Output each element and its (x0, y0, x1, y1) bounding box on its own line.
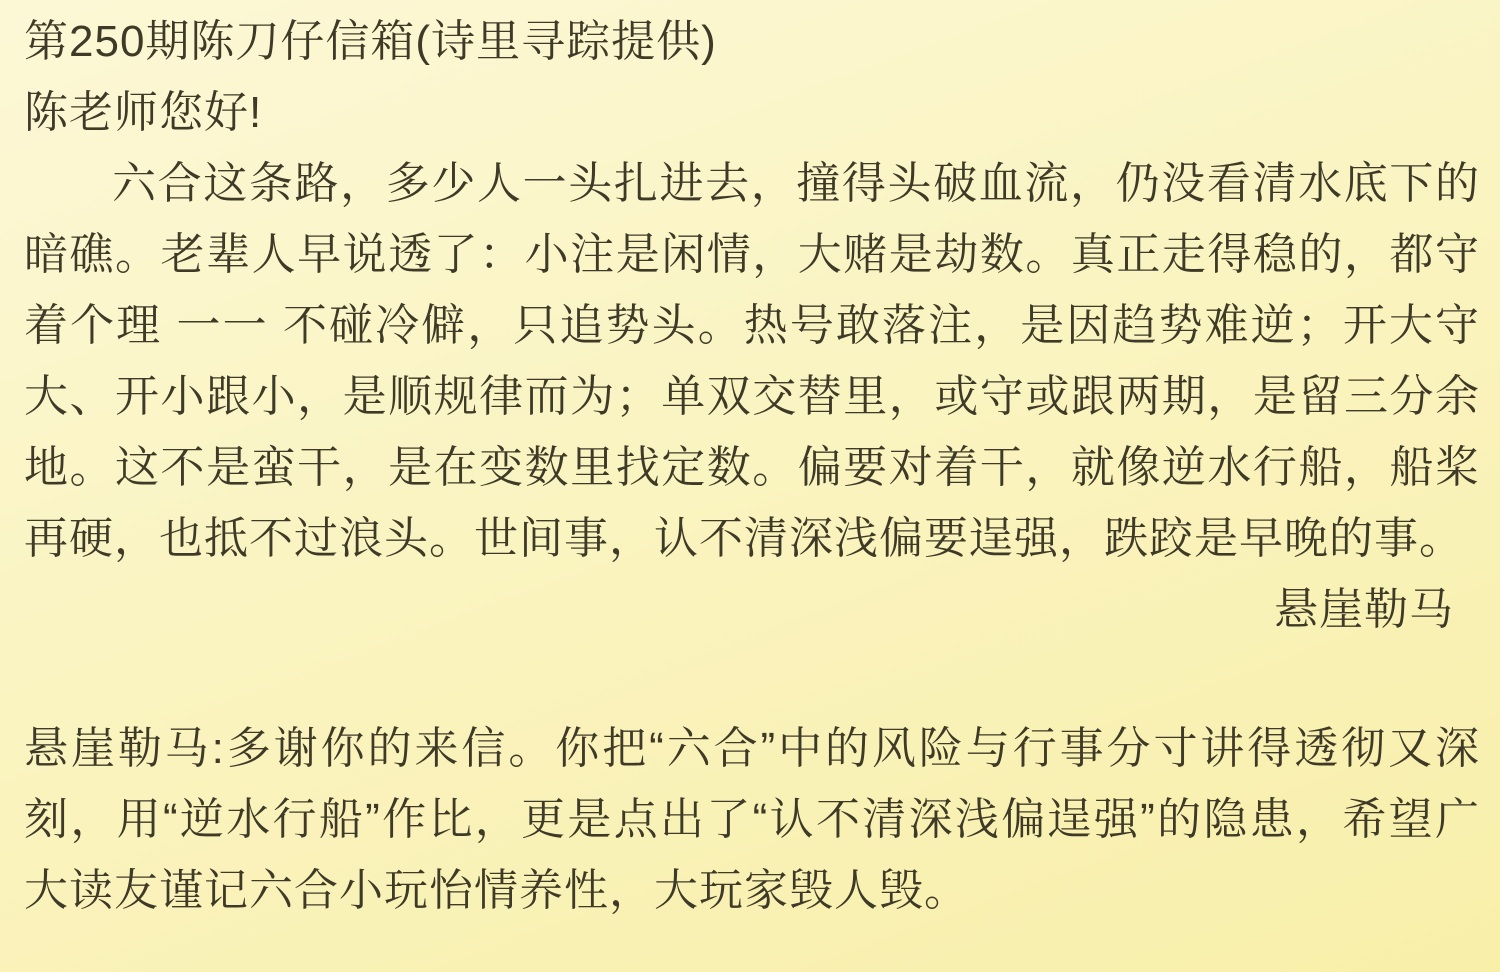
reply-paragraph: 悬崖勒马:多谢你的来信。你把“六合”中的风险与行事分寸讲得透彻又深刻，用“逆水行船”作比，更是点出了“认不清深浅偏逞强”的隐患，希望广大读友谨记六合小玩怡情养性，大玩家毁人毁。 (24, 724, 1480, 915)
letter-body: 六合这条路，多少人一头扎进去，撞得头破血流，仍没看清水底下的暗礁。老辈人早说透了：小注是闲情，大赌是劫数。真正走得稳的，都守着个理 一一 不碰冷僻，只追势头。热号敢落注，是因趋势难逆；开大守大、开小跟小，是顺规律而为；单双交替里，或守或跟两期，是留三分余地。这不是蛮干，是在变数里找定数。偏要对着干，就像逆水行船，船桨再硬，也抵不过浪头。世间事，认不清深浅偏要逞强，跌跤是早晚的事。 (24, 159, 1480, 563)
signature: 悬崖勒马 (1274, 585, 1454, 634)
greeting: 陈老师您好! (24, 88, 263, 137)
issue-title: 第250期陈刀仔信箱(诗里寻踪提供) (24, 17, 717, 66)
